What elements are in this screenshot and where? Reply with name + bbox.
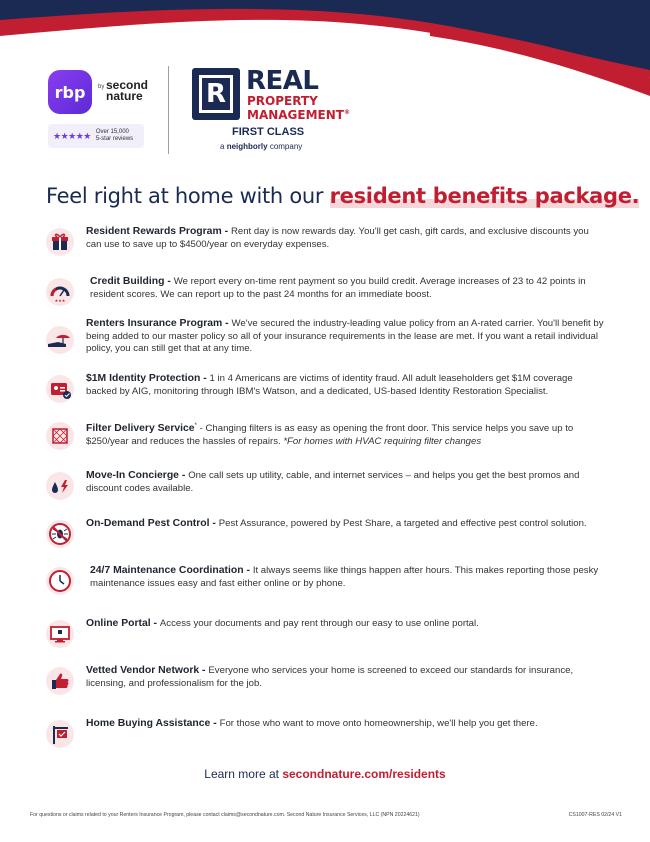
benefit-footnote: *For homes with HVAC requiring filter changes xyxy=(283,435,482,447)
benefit-description: We've secured the industry-leading value policy from an A-rated carrier. You'll benefit by being added to our master policy so all of your insurance requirements in the lease are met. If you want a retail individual policy, you can still get that at any time. xyxy=(86,318,604,354)
benefit-description: Rent day is now rewards day. You'll get cash, gift cards, and exclusive discounts you can use to save up to $4500/year on everyday expenses. xyxy=(86,226,589,250)
benefit-title: On-Demand Pest Control - xyxy=(86,518,219,529)
svg-text:★★★: ★★★ xyxy=(54,298,66,303)
rbp-logo xyxy=(46,66,158,154)
five-stars-icon: ★★★★★ xyxy=(53,130,91,141)
benefit-description: - Changing filters is as easy as opening the front door. This service helps you save up to $250/year and reduces the hassles of repairs. xyxy=(86,423,574,447)
filter-icon xyxy=(46,422,74,450)
id-card-icon xyxy=(46,375,74,403)
benefit-description: Pest Assurance, powered by Pest Share, a targeted and effective pest control solution. xyxy=(218,518,587,529)
reviews-label: 5-star reviews xyxy=(95,136,134,142)
benefit-title: Vetted Vendor Network - xyxy=(86,665,209,676)
benefit-title: Filter Delivery Service xyxy=(86,423,195,435)
footer-code: CS1007-RES 02/24 V1 xyxy=(568,812,622,818)
no-pest-icon xyxy=(46,520,74,548)
benefit-description: 1 in 4 Americans are victims of identity fraud. All adult leaseholders get $1M coverage backed by AIG, monitoring through IBM's Watson, and a dedicated, US-based Identity Restoration Specialist. xyxy=(86,373,573,397)
logo-divider xyxy=(168,66,169,154)
benefit-description: Access your documents and pay rent through our easy to use online portal. xyxy=(159,618,479,629)
benefit-title: Online Portal - xyxy=(86,618,160,629)
benefit-title: Renters Insurance Program - xyxy=(86,318,232,329)
clock-icon xyxy=(46,567,74,595)
benefit-title: Resident Rewards Program - xyxy=(86,226,231,237)
second-nature-wordmark: second nature xyxy=(106,78,149,103)
rpm-logo xyxy=(192,68,362,154)
reviews-badge xyxy=(48,124,144,148)
benefit-description: For those who want to move onto homeownership, we'll help you get there. xyxy=(219,718,538,729)
rbp-by-text: by xyxy=(98,84,105,90)
monitor-icon xyxy=(46,620,74,648)
neighborly-tagline: a neighborly company xyxy=(220,142,303,151)
learn-more: Learn more at secondnature.com/residents xyxy=(204,767,446,781)
footer-disclaimer: For questions or claims related to your Renters Insurance Program, please contact claims@secondnature.com. Second Nature Insurance Services, LLC (NPN 20224621) xyxy=(30,812,420,818)
benefit-description: We report every on-time rent payment so you build credit. Average increases of 23 to 42 points in resident scores. We can report up to the past 24 months for an immediate boost. xyxy=(90,276,586,300)
sold-sign-icon xyxy=(46,720,74,748)
benefit-description: Everyone who services your home is screened to exceed our standards for insurance, licensing, and professionalism for the job. xyxy=(86,665,574,689)
rpm-real-text: REAL xyxy=(246,66,319,96)
benefit-description: It always seems like things happen after hours. This makes reporting those pesky maintenance issues easy and fast either online or by phone. xyxy=(90,565,599,589)
umbrella-icon xyxy=(46,326,74,354)
page-title: Feel right at home with our resident benefits package. xyxy=(46,184,640,208)
page-title-highlight: resident benefits package. xyxy=(329,184,640,208)
utilities-icon xyxy=(46,472,74,500)
gauge-icon xyxy=(46,278,74,306)
rpm-first-class: FIRST CLASS xyxy=(232,126,305,138)
benefit-title: $1M Identity Protection - xyxy=(86,373,210,384)
rbp-badge: rbp xyxy=(48,70,92,114)
reviews-count: Over 15,000 xyxy=(95,129,129,135)
benefit-description: One call sets up utility, cable, and internet services – and helps you get the best promos and discount codes available. xyxy=(86,470,580,494)
benefit-title: Credit Building - xyxy=(90,276,174,287)
thumbs-up-icon xyxy=(46,667,74,695)
gift-icon xyxy=(46,228,74,256)
logo-row xyxy=(46,66,366,158)
learn-more-link[interactable]: secondnature.com/residents xyxy=(282,767,446,781)
rpm-r-icon: R xyxy=(192,68,240,120)
rpm-property-management: PROPERTY MANAGEMENT® xyxy=(247,94,350,122)
benefit-title: 24/7 Maintenance Coordination - xyxy=(90,565,253,576)
benefit-title: Home Buying Assistance - xyxy=(86,718,220,729)
benefit-title: Move-In Concierge - xyxy=(86,470,189,481)
